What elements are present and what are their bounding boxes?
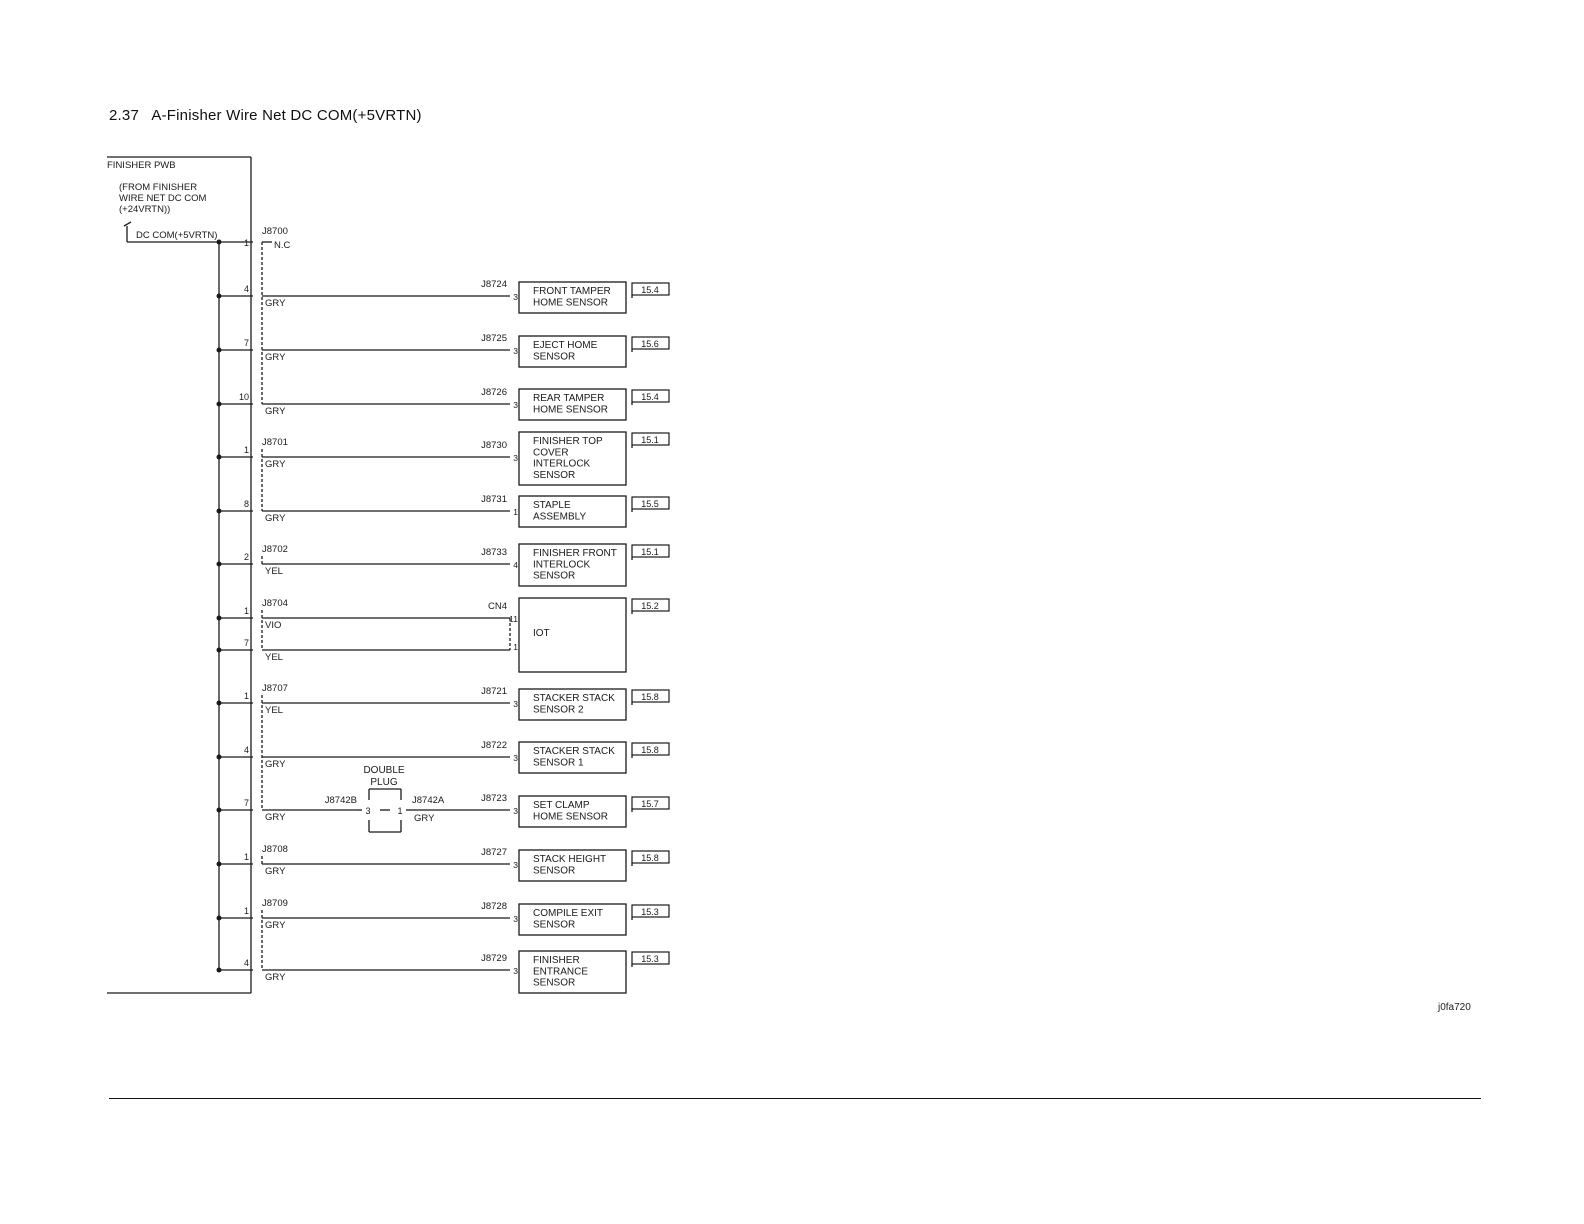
component-label-line: SENSOR 1	[533, 757, 584, 769]
component-label-line: ASSEMBLY	[533, 511, 587, 523]
figure-id: j0fa720	[1438, 1002, 1471, 1013]
dest-pin-number: 3	[513, 914, 518, 924]
pwb-pin-number: 1	[243, 606, 249, 616]
dest-connector-j8722: J8722	[481, 740, 507, 751]
component-label-line: STACKER STACK	[533, 746, 615, 757]
reference-number: 15.7	[641, 799, 659, 809]
junction-dot	[217, 455, 222, 460]
junction-dot	[217, 616, 222, 621]
pwb-pin-number: 7	[243, 638, 249, 648]
component-label-line: INTERLOCK	[533, 458, 591, 470]
pwb-pin-number: 1	[243, 906, 249, 916]
double-plug-left-connector: J8742B	[324, 795, 357, 806]
dest-connector-j8725: J8725	[481, 333, 507, 344]
dest-pin-number: 3	[513, 453, 518, 463]
wire-color-label: GRY	[265, 513, 286, 524]
connector-header-j8708: J8708	[262, 844, 288, 855]
section-number: 2.37	[109, 107, 139, 124]
reference-number: 15.6	[641, 339, 659, 349]
dest-pin-number: 1	[513, 642, 518, 652]
component-label-line: HOME SENSOR	[533, 811, 609, 823]
section-title: A-Finisher Wire Net DC COM(+5VRTN)	[151, 107, 422, 124]
double-plug-label-line: DOUBLE	[363, 765, 405, 776]
wire-color-label: GRY	[265, 298, 286, 309]
component-label-line: SENSOR	[533, 469, 576, 481]
component-label-line: FRONT TAMPER	[533, 286, 611, 297]
connector-header-j8702: J8702	[262, 544, 288, 555]
component-label-line: STACK HEIGHT	[533, 854, 607, 865]
double-plug-left-pin: 3	[365, 806, 371, 816]
component-label-line: SENSOR	[533, 919, 576, 931]
junction-dot	[217, 348, 222, 353]
wire-color-label: GRY	[265, 406, 286, 417]
wire-color-label: VIO	[265, 620, 282, 631]
dest-pin-number: 3	[513, 753, 518, 763]
reference-number: 15.4	[641, 392, 659, 402]
pwb-pin-number: 7	[243, 798, 249, 808]
double-plug-right-connector: J8742A	[412, 795, 445, 806]
component-label-line: COMPILE EXIT	[533, 908, 604, 919]
component-label-line: FINISHER TOP	[533, 436, 603, 447]
junction-dot	[217, 968, 222, 973]
component-label-line: HOME SENSOR	[533, 404, 609, 416]
nc-label: N.C	[274, 240, 291, 251]
junction-dot	[217, 402, 222, 407]
pwb-from-note-line: WIRE NET DC COM	[119, 193, 207, 204]
junction-dot	[217, 862, 222, 867]
reference-number: 15.4	[641, 285, 659, 295]
junction-dot	[217, 701, 222, 706]
dest-connector-j8731: J8731	[481, 494, 507, 505]
bottom-rule	[109, 1098, 1481, 1099]
pwb-pin-number: 4	[243, 284, 249, 294]
connector-header-j8707: J8707	[262, 683, 288, 694]
reference-number: 15.1	[641, 435, 659, 445]
dest-pin-number: 3	[513, 966, 518, 976]
dest-connector-j8733: J8733	[481, 547, 507, 558]
reference-number: 15.2	[641, 601, 659, 611]
dest-pin-number: 3	[513, 346, 518, 356]
double-plug-label-line: PLUG	[370, 777, 398, 788]
dest-pin-number: 3	[513, 806, 518, 816]
component-label-line: SENSOR 2	[533, 704, 584, 716]
component-label-line: IOT	[533, 628, 550, 639]
wire-color-label: GRY	[265, 812, 286, 823]
component-label-line: STAPLE	[533, 500, 571, 511]
pwb-pin-number: 4	[243, 745, 249, 755]
wire-color-label: GRY	[265, 920, 286, 931]
pwb-pin-number: 7	[243, 338, 249, 348]
pwb-from-note-line: (+24VRTN))	[119, 204, 171, 215]
connector-header-j8701: J8701	[262, 437, 288, 448]
dest-connector-j8727: J8727	[481, 847, 507, 858]
dest-pin-number: 3	[513, 292, 518, 302]
junction-dot	[217, 509, 222, 514]
wire-color-label: GRY	[265, 866, 286, 877]
component-label-line: FINISHER FRONT	[533, 548, 617, 559]
junction-dot	[217, 294, 222, 299]
pwb-pin-number: 1	[243, 852, 249, 862]
top-pin-number: 1	[243, 238, 249, 248]
pwb-from-note-line: (FROM FINISHER	[119, 182, 198, 193]
component-label-line: SENSOR	[533, 570, 576, 582]
component-label-line: INTERLOCK	[533, 559, 591, 571]
component-label-line: SENSOR	[533, 977, 576, 989]
wire-color-label: YEL	[265, 705, 283, 716]
dest-pin-number: 11	[509, 614, 518, 624]
dest-connector-j8730: J8730	[481, 440, 507, 451]
wire-color-label: YEL	[265, 566, 283, 577]
reference-number: 15.8	[641, 692, 659, 702]
junction-dot	[217, 648, 222, 653]
net-bracket-tick	[124, 222, 131, 226]
net-label: DC COM(+5VRTN)	[136, 230, 218, 241]
dest-connector-j8726: J8726	[481, 387, 507, 398]
pwb-pin-number: 10	[238, 392, 249, 402]
reference-number: 15.5	[641, 499, 659, 509]
wire-color-label: GRY	[265, 759, 286, 770]
component-label-line: STACKER STACK	[533, 693, 615, 704]
dest-connector-j8729: J8729	[481, 953, 507, 964]
pwb-pin-number: 1	[243, 445, 249, 455]
connector-header-j8700: J8700	[262, 226, 288, 237]
connector-header-j8709: J8709	[262, 898, 288, 909]
component-label-line: FINISHER	[533, 955, 580, 966]
reference-number: 15.8	[641, 745, 659, 755]
component-label-line: SENSOR	[533, 865, 576, 877]
component-label-line: SENSOR	[533, 351, 576, 363]
pwb-pin-number: 2	[243, 552, 249, 562]
wire-color-label: GRY	[265, 459, 286, 470]
dest-connector-cn4: CN4	[487, 601, 507, 612]
pwb-label: FINISHER PWB	[107, 160, 176, 171]
component-label-line: REAR TAMPER	[533, 393, 605, 404]
junction-dot	[217, 808, 222, 813]
wire-color-label: GRY	[265, 352, 286, 363]
component-label-line: SET CLAMP	[533, 800, 590, 811]
dest-connector-j8728: J8728	[481, 901, 507, 912]
pwb-pin-number: 1	[243, 691, 249, 701]
dest-pin-number: 3	[513, 400, 518, 410]
component-label-line: ENTRANCE	[533, 966, 589, 978]
wire-color-label: YEL	[265, 652, 283, 663]
junction-dot	[217, 240, 222, 245]
junction-dot	[217, 755, 222, 760]
reference-number: 15.8	[641, 853, 659, 863]
junction-dot	[217, 562, 222, 567]
dest-pin-number: 3	[513, 699, 518, 709]
dest-pin-number: 3	[513, 860, 518, 870]
reference-number: 15.3	[641, 907, 659, 917]
connector-header-j8704: J8704	[262, 598, 288, 609]
double-plug-wire-color: GRY	[414, 813, 435, 824]
pwb-pin-number: 4	[243, 958, 249, 968]
component-label-line: HOME SENSOR	[533, 297, 609, 309]
reference-number: 15.3	[641, 954, 659, 964]
wire-color-label: GRY	[265, 972, 286, 983]
dest-connector-j8723: J8723	[481, 793, 507, 804]
double-plug-right-pin: 1	[397, 806, 403, 816]
dest-pin-number: 4	[513, 560, 518, 570]
junction-dot	[217, 916, 222, 921]
dest-pin-number: 1	[513, 507, 518, 517]
dest-connector-j8721: J8721	[481, 686, 507, 697]
pwb-pin-number: 8	[243, 499, 249, 509]
reference-number: 15.1	[641, 547, 659, 557]
dest-connector-j8724: J8724	[481, 279, 507, 290]
component-label-line: EJECT HOME	[533, 340, 598, 351]
component-label-line: COVER	[533, 447, 569, 459]
